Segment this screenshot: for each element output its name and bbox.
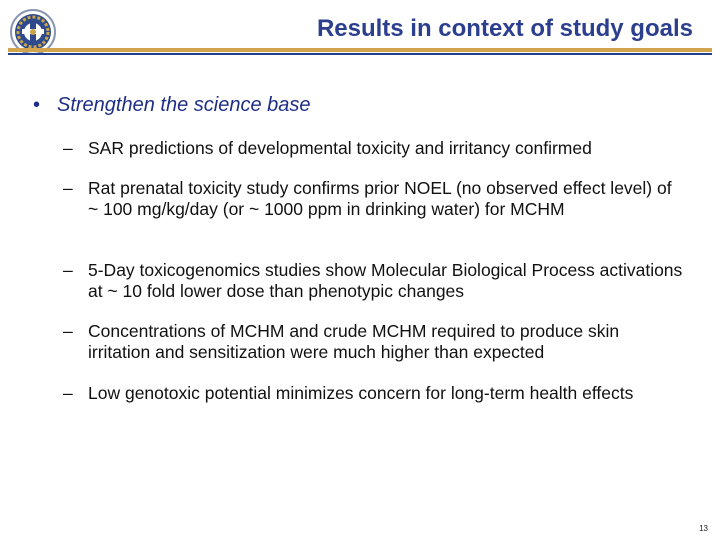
sub-point-text: Low genotoxic potential minimizes concern for long-term health effects — [88, 383, 634, 403]
sub-point — [63, 321, 683, 363]
page-number: 13 — [699, 524, 708, 533]
main-bullet-text: Strengthen the science base — [57, 94, 311, 116]
sub-point-text: 5-Day toxicogenomics studies show Molecular Biological Process activations at ~ 10 fold lower dose than phenotypic changes — [88, 260, 683, 301]
dash-marker: – — [63, 321, 73, 341]
dash-marker: – — [63, 138, 73, 158]
dash-marker: – — [63, 383, 73, 403]
dash-marker: – — [63, 260, 73, 280]
header-divider-navy — [8, 53, 712, 55]
slide-title: Results in context of study goals — [316, 15, 693, 42]
header-divider-gold — [8, 48, 712, 52]
sub-point — [63, 260, 683, 302]
main-bullet — [33, 94, 311, 117]
sub-point-text: Concentrations of MCHM and crude MCHM required to produce skin irritation and sensitization were much higher than expected — [88, 321, 620, 362]
sub-point-text: SAR predictions of developmental toxicity and irritancy confirmed — [88, 138, 592, 158]
dash-marker: – — [63, 178, 73, 198]
sub-point — [63, 383, 683, 404]
sub-point — [63, 138, 683, 159]
bullet-marker: • — [33, 94, 41, 116]
sub-point — [63, 178, 683, 220]
sub-point-text: Rat prenatal toxicity study confirms prior NOEL (no observed effect level) of ~ 100 mg/kg/day (or ~ 1000 ppm in drinking water) for MCHM — [88, 178, 672, 219]
